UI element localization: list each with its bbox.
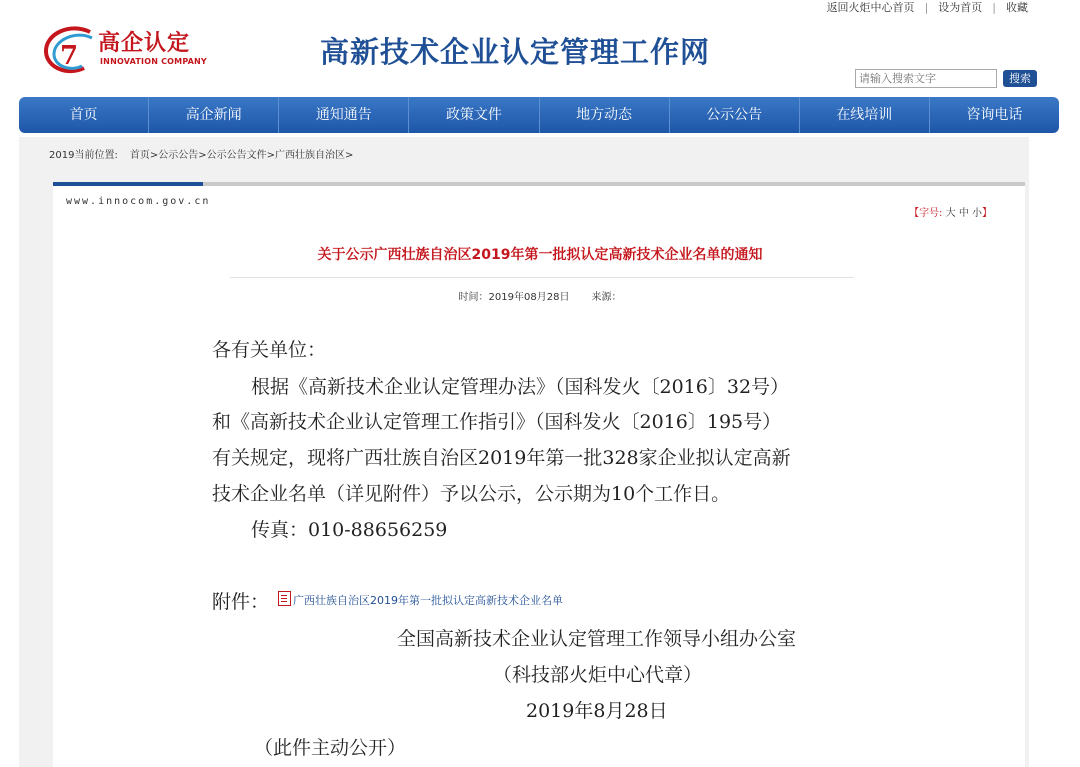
site-title: 高新技术企业认定管理工作网: [320, 35, 711, 69]
article-title: 关于公示广西壮族自治区2019年第一批拟认定高新技术企业名单的通知: [317, 247, 763, 263]
nav-hotline[interactable]: 咨询电话: [966, 107, 1023, 123]
svg-text:7: 7: [60, 41, 79, 71]
article-time: 时间：2019年08月28日: [458, 292, 570, 303]
signature-seal: （科技部火炬中心代章）: [493, 664, 703, 686]
nav-training[interactable]: 在线培训: [800, 97, 930, 133]
body-line: 根据《高新技术企业认定管理办法》（国科发火〔2016〕32号）: [251, 376, 790, 398]
logo-emblem-icon: [40, 22, 98, 78]
logo-en-text: INNOVATION COMPANY: [100, 57, 207, 66]
nav-notices[interactable]: 通知通告: [279, 97, 409, 133]
signature-office: 全国高新技术企业认定管理工作领导小组办公室: [397, 628, 797, 650]
attachment-link-text[interactable]: 广西壮族自治区2019年第一批拟认定高新技术企业名单: [293, 594, 563, 607]
main-nav: [19, 97, 1059, 133]
bookmark-link[interactable]: 收藏: [1006, 1, 1028, 14]
site-logo[interactable]: [40, 20, 220, 80]
search-input[interactable]: [855, 69, 997, 88]
font-size-large[interactable]: 大: [945, 208, 956, 219]
site-domain: www.innocom.gov.cn: [66, 196, 211, 207]
salutation: 各有关单位：: [212, 339, 327, 361]
font-size-label: 字号:: [919, 208, 943, 219]
nav-policies[interactable]: 政策文件: [409, 97, 539, 133]
attachment-label: 附件：: [212, 591, 270, 613]
breadcrumb-prefix: 2019当前位置:: [49, 150, 118, 161]
nav-home[interactable]: 首页: [19, 97, 149, 133]
return-home-link[interactable]: 返回火炬中心首页: [826, 1, 915, 14]
body-line: 和《高新技术企业认定管理工作指引》（国科发火〔2016〕195号）: [212, 411, 782, 433]
attachment-link[interactable]: [278, 591, 563, 608]
font-size-small[interactable]: 小: [972, 208, 982, 219]
font-size-switcher: 【字号: 大 中 小】: [909, 208, 992, 219]
document-icon: [278, 591, 291, 606]
article-source: 来源：: [591, 292, 622, 303]
body-line: 有关规定，现将广西壮族自治区2019年第一批328家企业拟认定高新: [212, 447, 791, 469]
nav-news[interactable]: 高企新闻: [149, 97, 279, 133]
body-line: 技术企业名单（详见附件）予以公示，公示期为10个工作日。: [212, 483, 731, 505]
disclosure-note: （此件主动公开）: [254, 737, 407, 759]
breadcrumb: [49, 146, 353, 161]
panel-divider-accent: [53, 182, 203, 186]
breadcrumb-path[interactable]: 首页>公示公告>公示公告文件>广西壮族自治区>: [129, 150, 354, 161]
nav-announcements[interactable]: 公示公告: [670, 97, 800, 133]
nav-local[interactable]: 地方动态: [540, 97, 670, 133]
article-meta: [0, 288, 1080, 303]
top-links: 返回火炬中心首页 | 设为首页 | 收藏: [826, 1, 1028, 14]
font-size-medium[interactable]: 中: [958, 208, 969, 219]
search-button[interactable]: 搜索: [1003, 70, 1037, 87]
set-homepage-link[interactable]: 设为首页: [938, 1, 983, 14]
logo-cn-text: 高企认定: [98, 31, 191, 56]
title-divider: [230, 277, 854, 278]
signature-date: 2019年8月28日: [526, 700, 668, 722]
fax-line: 传真：010-88656259: [251, 519, 448, 541]
